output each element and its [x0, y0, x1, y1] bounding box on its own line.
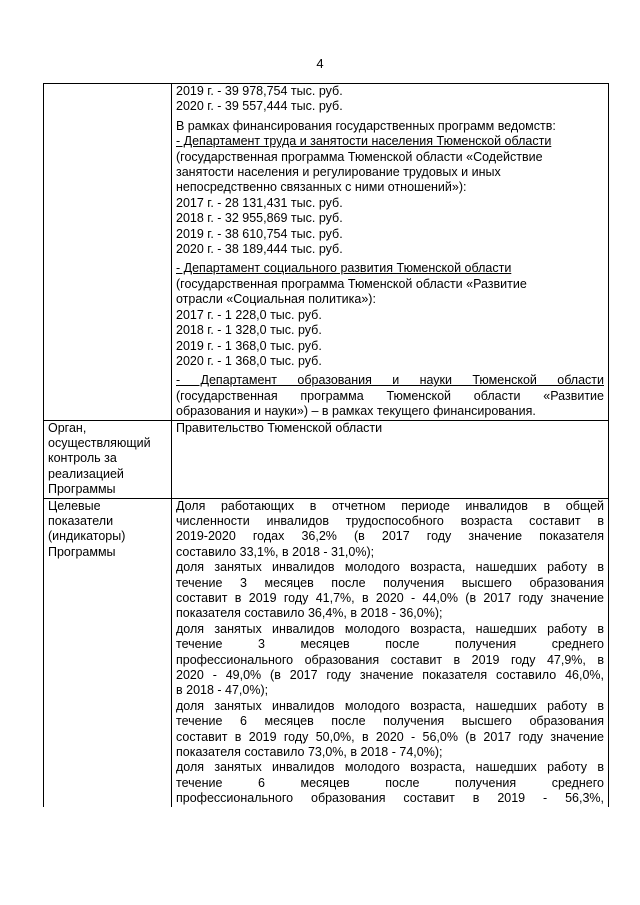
- dept-labor-program: непосредственно связанных с ними отношений»):: [176, 180, 467, 195]
- target-indicator-line: показателя составило 36,4%, в 2018 - 36,0%);: [176, 606, 443, 621]
- control-label: Программы: [48, 482, 116, 497]
- dept-social-year: 2020 г. - 1 368,0 тыс. руб.: [176, 353, 322, 368]
- targets-label: Целевые: [48, 498, 101, 513]
- target-indicator-line: доля занятых инвалидов молодого возраста, нашедших работу в: [176, 560, 604, 575]
- funding-row: [44, 84, 609, 421]
- control-label-cell: [44, 420, 172, 498]
- target-indicator-line: доля занятых инвалидов молодого возраста, нашедших работу в: [176, 760, 604, 775]
- target-indicator-line: показателя составило 73,0%, в 2018 - 74,0%);: [176, 745, 443, 760]
- control-value: Правительство Тюменской области: [176, 420, 383, 435]
- target-indicator-line: профессионального образования составит в 2019 году 47,9%, в: [176, 652, 604, 667]
- target-indicator-line: доля занятых инвалидов молодого возраста, нашедших работу в: [176, 621, 604, 636]
- targets-label-cell: [44, 498, 172, 807]
- dept-labor-title: - Департамент труда и занятости населения Тюменской области: [176, 134, 552, 149]
- program-passport-table: [43, 83, 609, 807]
- dept-education-title: - Департамент образования и науки Тюменской области: [176, 373, 604, 388]
- dept-social-year: 2019 г. - 1 368,0 тыс. руб.: [176, 338, 322, 353]
- target-indicator-line: течение 3 месяцев после получения высшего образования: [176, 575, 604, 590]
- dept-labor-year: 2017 г. - 28 131,431 тыс. руб.: [176, 195, 343, 210]
- target-indicator-line: 2020 - 49,0% (в 2017 году значение показателя составило 46,0%,: [176, 668, 604, 683]
- dept-labor-year: 2020 г. - 38 189,444 тыс. руб.: [176, 242, 343, 257]
- funding-value-cell: [172, 84, 609, 421]
- control-label: контроль за: [48, 451, 117, 466]
- target-indicator-line: численности инвалидов трудоспособного возраста составит в: [176, 513, 604, 528]
- target-indicator-line: течение 6 месяцев после получения среднего: [176, 775, 604, 790]
- target-indicator-line: составило 33,1%, в 2018 - 31,0%);: [176, 544, 375, 559]
- target-indicator-line: составит в 2019 году 41,7%, в 2020 - 44,0% (в 2017 году значение: [176, 591, 604, 605]
- control-value-cell: [172, 420, 609, 498]
- target-indicator-line: доля занятых инвалидов молодого возраста, нашедших работу в: [176, 698, 604, 713]
- control-label: осуществляющий: [48, 435, 151, 450]
- target-indicator-line: составит в 2019 году 50,0%, в 2020 - 56,0% (в 2017 году значение: [176, 729, 604, 744]
- dept-education-program: (государственная программа Тюменской области «Развитие: [176, 388, 604, 403]
- funding-line: 2020 г. - 39 557,444 тыс. руб.: [176, 99, 343, 114]
- targets-label: показатели: [48, 513, 114, 528]
- funding-label-cell: [44, 84, 172, 421]
- target-indicator-line: профессионального образования составит в 2019 - 56,3%,: [176, 791, 604, 806]
- dept-labor-program: занятости населения и регулирование трудовых и иных: [176, 165, 501, 180]
- dept-labor-year: 2018 г. - 32 955,869 тыс. руб.: [176, 211, 343, 226]
- control-label: Орган,: [48, 420, 87, 435]
- dept-social-year: 2017 г. - 1 228,0 тыс. руб.: [176, 307, 322, 322]
- targets-label: Программы: [48, 544, 116, 559]
- target-indicator-line: 2019-2020 годах 36,2% (в 2017 году значение показателя: [176, 529, 604, 544]
- dept-social-program: (государственная программа Тюменской области «Развитие: [176, 276, 527, 291]
- dept-social-year: 2018 г. - 1 328,0 тыс. руб.: [176, 323, 322, 338]
- control-label: реализацией: [48, 466, 124, 481]
- control-row: [44, 420, 609, 498]
- funding-line: 2019 г. - 39 978,754 тыс. руб.: [176, 84, 343, 98]
- targets-label: (индикаторы): [48, 529, 126, 544]
- dept-social-program: отрасли «Социальная политика»):: [176, 292, 376, 307]
- target-indicator-line: течение 3 месяцев после получения среднего: [176, 637, 604, 652]
- target-indicator-line: течение 6 месяцев после получения высшего образования: [176, 714, 604, 729]
- targets-row: [44, 498, 609, 807]
- target-indicator-line: в 2018 - 47,0%);: [176, 683, 269, 698]
- target-indicator-line: Доля работающих в отчетном периоде инвалидов в общей: [176, 498, 604, 513]
- page-number: 4: [316, 56, 324, 71]
- dept-labor-year: 2019 г. - 38 610,754 тыс. руб.: [176, 226, 343, 241]
- dept-social-title: - Департамент социального развития Тюменской области: [176, 261, 512, 276]
- funding-intro: В рамках финансирования государственных программ ведомств:: [176, 118, 556, 133]
- targets-value-cell: [172, 498, 609, 807]
- dept-education-program: образования и науки») – в рамках текущего финансирования.: [176, 404, 536, 419]
- dept-labor-program: (государственная программа Тюменской области «Содействие: [176, 149, 543, 164]
